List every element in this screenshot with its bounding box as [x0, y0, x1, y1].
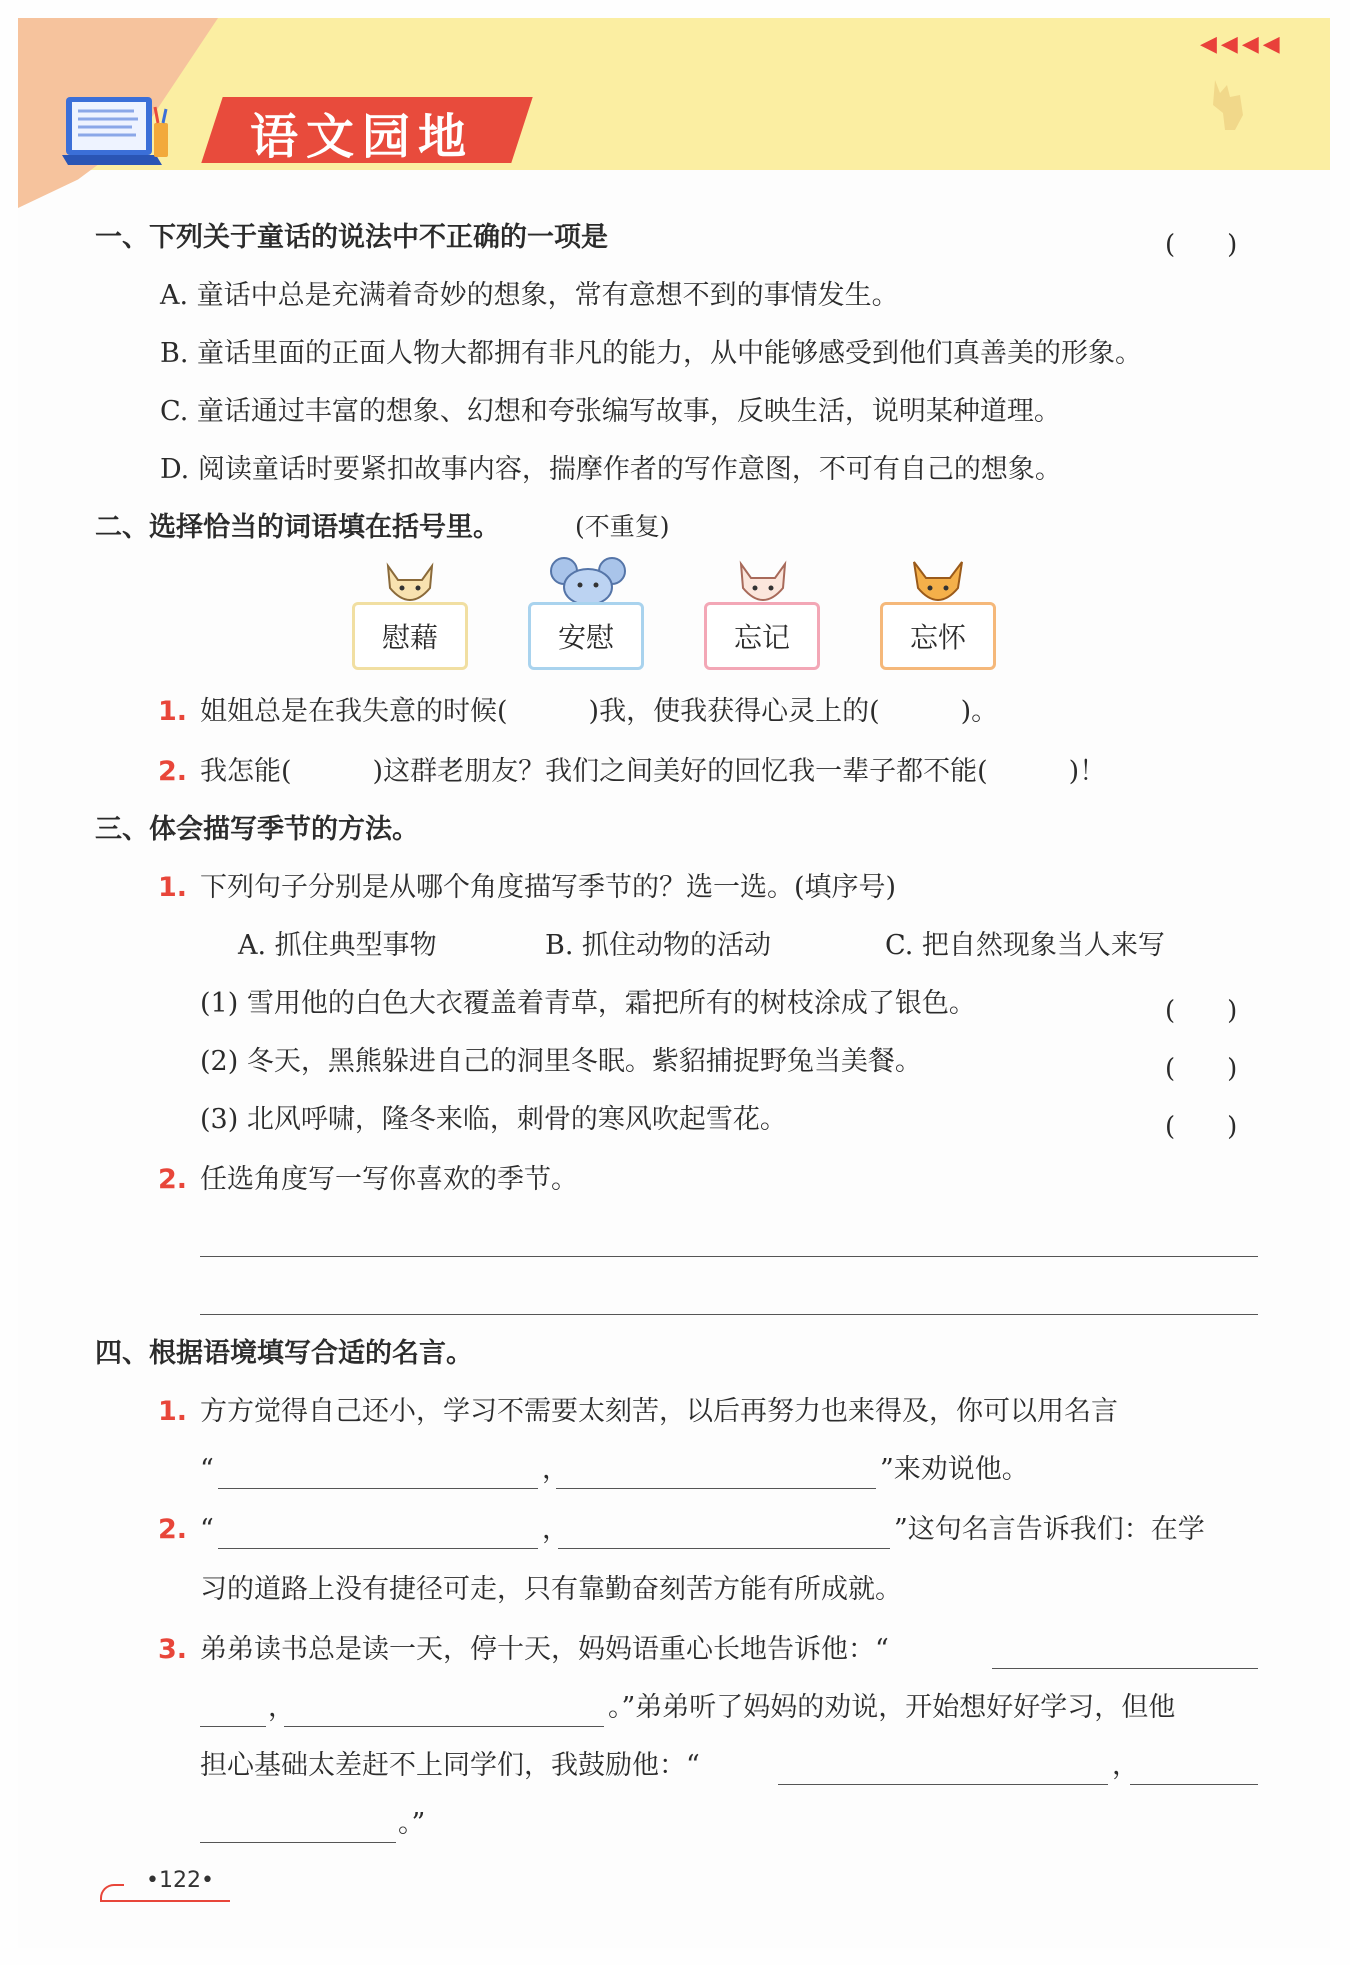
section2-item2-text: 我怎能( )这群老朋友？我们之间美好的回忆我一辈子都不能( )！ [200, 756, 1107, 787]
section4-q1-num: 1. [158, 1396, 188, 1427]
section4-q2-close: ”这句名言告诉我们：在学 [894, 1514, 1205, 1545]
section2-item1-text: 姐姐总是在我失意的时候( )我，使我获得心灵上的( )。 [200, 696, 999, 727]
section4-q3-num: 3. [158, 1634, 188, 1665]
section4-q3-end: 。” [398, 1808, 426, 1839]
section3-sentence-2: (2) 冬天，黑熊躲进自己的洞里冬眠。紫貂捕捉野兔当美餐。 [200, 1046, 922, 1077]
section4-q3-blank-1[interactable] [992, 1668, 1258, 1669]
section4-q1-comma: ， [542, 1454, 569, 1485]
section4-q1-open-quote: “ [200, 1454, 214, 1485]
section2-item1-num: 1. [158, 696, 188, 727]
section3-choice-c: C. 把自然现象当人来写 [885, 930, 1165, 961]
section4-q2-comma: ， [542, 1514, 569, 1545]
section4-q1-blank-2[interactable] [556, 1488, 876, 1489]
section1-option-b: B. 童话里面的正面人物大都拥有非凡的能力，从中能够感受到他们真善美的形象。 [160, 338, 1143, 369]
section4-q2-text: 习的道路上没有捷径可走，只有靠勤奋刻苦方能有所成就。 [200, 1574, 902, 1605]
page-title: 语文园地 [250, 109, 475, 165]
section4-heading: 四、根据语境填写合适的名言。 [95, 1338, 473, 1369]
section1-answer-paren: ( ) [1165, 230, 1238, 260]
section4-q2-blank-1[interactable] [218, 1548, 538, 1549]
section4-q2-open-quote: “ [200, 1514, 214, 1545]
section3-q1-text: 下列句子分别是从哪个角度描写季节的？选一选。(填序号) [200, 872, 897, 903]
section2-note: (不重复) [575, 512, 670, 541]
section4-q1-text: 方方觉得自己还小，学习不需要太刻苦，以后再努力也来得及，你可以用名言 [200, 1396, 1118, 1427]
word-card-2: 安慰 [528, 602, 644, 670]
section3-choice-b: B. 抓住动物的活动 [545, 930, 772, 961]
section2-heading: 二、选择恰当的词语填在括号里。 [95, 512, 500, 543]
writing-line-2[interactable] [200, 1314, 1258, 1315]
section4-q3-text-2: 。”弟弟听了妈妈的劝说，开始想好好学习，但他 [608, 1692, 1176, 1723]
section3-choice-a: A. 抓住典型事物 [238, 930, 437, 961]
laptop-icon [62, 93, 172, 173]
section2-item2-num: 2. [158, 756, 188, 787]
section3-heading: 三、体会描写季节的方法。 [95, 814, 419, 845]
section4-q1-blank-1[interactable] [218, 1488, 538, 1489]
section1-heading: 一、下列关于童话的说法中不正确的一项是 [95, 222, 608, 253]
section1-option-d: D. 阅读童话时要紧扣故事内容，揣摩作者的写作意图，不可有自己的想象。 [160, 454, 1062, 485]
arrows-decoration: ◀◀◀◀ [1200, 32, 1284, 57]
section4-q3-blank-2[interactable] [284, 1726, 604, 1727]
section1-option-a: A. 童话中总是充满着奇妙的想象，常有意想不到的事情发生。 [160, 280, 899, 311]
section3-q2-num: 2. [158, 1164, 188, 1195]
section4-q3-blank-4-cont[interactable] [200, 1842, 396, 1843]
section4-q3-blank-3[interactable] [778, 1784, 1108, 1785]
section4-q2-num: 2. [158, 1514, 188, 1545]
section3-q2-text: 任选角度写一写你喜欢的季节。 [200, 1164, 578, 1195]
rabbit-head-icon [733, 558, 793, 608]
section3-sentence3-paren: ( ) [1165, 1112, 1238, 1142]
section4-q3-blank-4[interactable] [1130, 1784, 1258, 1785]
page-number: •122• [146, 1868, 214, 1893]
section3-q1-num: 1. [158, 872, 188, 903]
section1-option-c: C. 童话通过丰富的想象、幻想和夸张编写故事，反映生活，说明某种道理。 [160, 396, 1061, 427]
section3-sentence-3: (3) 北风呼啸，隆冬来临，刺骨的寒风吹起雪花。 [200, 1104, 787, 1135]
word-card-1: 慰藉 [352, 602, 468, 670]
section4-q1-close: ”来劝说他。 [880, 1454, 1029, 1485]
section3-sentence2-paren: ( ) [1165, 1054, 1238, 1084]
word-card-4: 忘怀 [880, 602, 996, 670]
section4-q3-blank-1-cont[interactable] [200, 1726, 266, 1727]
section3-sentence1-paren: ( ) [1165, 996, 1238, 1026]
word-card-3: 忘记 [704, 602, 820, 670]
page-number-underline [100, 1900, 230, 1902]
cat-head-icon [380, 560, 440, 608]
section4-q2-blank-2[interactable] [558, 1548, 890, 1549]
section4-q3-text-3: 担心基础太差赶不上同学们，我鼓励他：“ [200, 1750, 700, 1781]
section4-q3-text-1: 弟弟读书总是读一天，停十天，妈妈语重心长地告诉他：“ [200, 1634, 889, 1665]
mouse-head-icon [550, 555, 626, 609]
deer-decoration-icon [1205, 75, 1255, 135]
fox-head-icon [908, 558, 968, 608]
section4-q3-comma: ， [268, 1692, 295, 1723]
section3-sentence-1: (1) 雪用他的白色大衣覆盖着青草，霜把所有的树枝涂成了银色。 [200, 988, 976, 1019]
writing-line-1[interactable] [200, 1256, 1258, 1257]
section4-q3-comma-2: ， [1112, 1750, 1139, 1781]
